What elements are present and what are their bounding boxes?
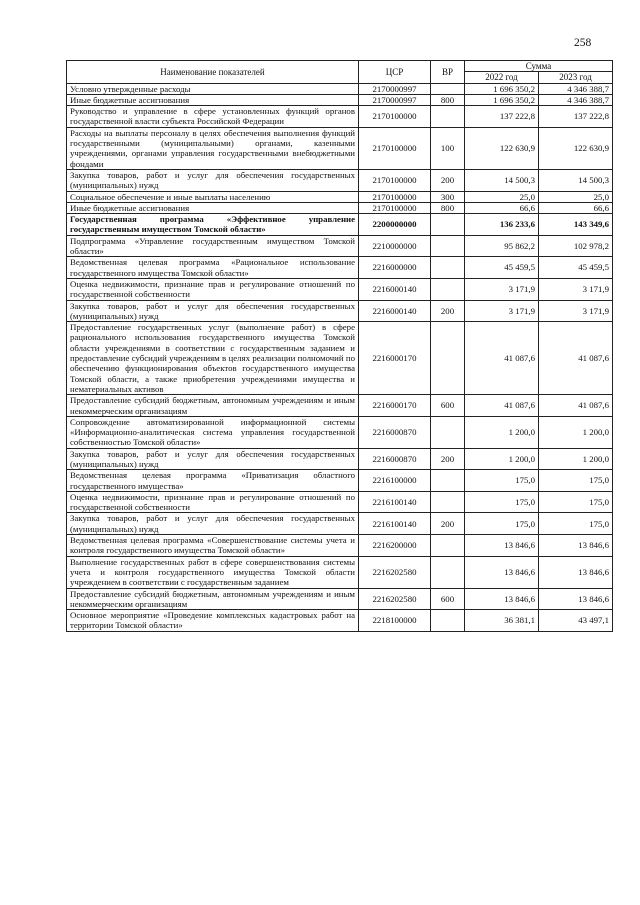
row-vr-cell: [431, 556, 465, 588]
row-csr-cell: 2170100000: [359, 169, 431, 191]
row-vr-cell: [431, 106, 465, 128]
row-sum-2022-cell: 175,0: [465, 513, 539, 535]
row-name-cell: Закупка товаров, работ и услуг для обеспечения государственных (муниципальных) нужд: [67, 300, 359, 322]
row-sum-2023-cell: 122 630,9: [539, 127, 613, 169]
row-vr-cell: 200: [431, 448, 465, 470]
row-name-cell: Иные бюджетные ассигнования: [67, 94, 359, 105]
header-sum: Сумма: [465, 61, 613, 72]
table-row: [67, 416, 613, 448]
row-sum-2022-cell: 1 696 350,2: [465, 94, 539, 105]
row-csr-cell: 2216000140: [359, 300, 431, 322]
row-vr-cell: [431, 214, 465, 236]
row-csr-cell: 2170100000: [359, 191, 431, 202]
row-vr-cell: 200: [431, 300, 465, 322]
row-sum-2023-cell: 3 171,9: [539, 300, 613, 322]
row-sum-2023-cell: 13 846,6: [539, 535, 613, 557]
header-year-2022: 2022 год: [465, 72, 539, 83]
row-sum-2022-cell: 175,0: [465, 491, 539, 513]
row-name-cell: Выполнение государственных работ в сфере совершенствования системы учета и контроля государственного имущества Томской области учреждением в соответствии с государственным заданием: [67, 556, 359, 588]
row-csr-cell: 2216000870: [359, 448, 431, 470]
row-sum-2022-cell: 41 087,6: [465, 395, 539, 417]
row-name-cell: Подпрограмма «Управление государственным имуществом Томской области»: [67, 235, 359, 257]
row-name-cell: Закупка товаров, работ и услуг для обеспечения государственных (муниципальных) нужд: [67, 169, 359, 191]
row-name-cell: Закупка товаров, работ и услуг для обеспечения государственных (муниципальных) нужд: [67, 448, 359, 470]
row-csr-cell: 2170000997: [359, 83, 431, 94]
page-number: 258: [574, 37, 592, 49]
row-csr-cell: 2216202580: [359, 588, 431, 610]
row-sum-2023-cell: 25,0: [539, 191, 613, 202]
row-sum-2023-cell: 66,6: [539, 202, 613, 213]
row-name-cell: Сопровождение автоматизированной информационной системы «Информационно-аналитическая система управления государственной собственностью Томской области»: [67, 416, 359, 448]
table-row: [67, 278, 613, 300]
row-sum-2022-cell: 13 846,6: [465, 556, 539, 588]
row-sum-2023-cell: 41 087,6: [539, 395, 613, 417]
row-vr-cell: 300: [431, 191, 465, 202]
row-sum-2023-cell: 43 497,1: [539, 610, 613, 632]
row-vr-cell: [431, 278, 465, 300]
row-sum-2022-cell: 3 171,9: [465, 278, 539, 300]
row-sum-2022-cell: 66,6: [465, 202, 539, 213]
row-name-cell: Условно утвержденные расходы: [67, 83, 359, 94]
row-sum-2023-cell: 175,0: [539, 513, 613, 535]
table-row: [67, 448, 613, 470]
row-name-cell: Предоставление субсидий бюджетным, автономным учреждениям и иным некоммерческим организациям: [67, 395, 359, 417]
row-csr-cell: 2170100000: [359, 127, 431, 169]
table-row: [67, 94, 613, 105]
row-sum-2023-cell: 14 500,3: [539, 169, 613, 191]
row-vr-cell: [431, 416, 465, 448]
row-name-cell: Предоставление субсидий бюджетным, автономным учреждениям и иным некоммерческим организациям: [67, 588, 359, 610]
row-vr-cell: [431, 610, 465, 632]
table-row: [67, 556, 613, 588]
row-csr-cell: 2170100000: [359, 106, 431, 128]
row-sum-2023-cell: 1 200,0: [539, 448, 613, 470]
row-sum-2023-cell: 4 346 388,7: [539, 94, 613, 105]
row-sum-2023-cell: 3 171,9: [539, 278, 613, 300]
row-csr-cell: 2170000997: [359, 94, 431, 105]
row-name-cell: Расходы на выплаты персоналу в целях обеспечения выполнения функций государственными (муниципальными) органами, казенными учреждениями, органами управления государственными внебюджетными фондами: [67, 127, 359, 169]
row-sum-2022-cell: 36 381,1: [465, 610, 539, 632]
row-sum-2022-cell: 1 696 350,2: [465, 83, 539, 94]
row-vr-cell: 200: [431, 513, 465, 535]
row-csr-cell: 2216000170: [359, 395, 431, 417]
row-csr-cell: 2216100000: [359, 470, 431, 492]
row-name-cell: Основное мероприятие «Проведение комплексных кадастровых работ на территории Томской области»: [67, 610, 359, 632]
row-csr-cell: 2216000170: [359, 322, 431, 395]
row-vr-cell: [431, 257, 465, 279]
row-sum-2023-cell: 102 978,2: [539, 235, 613, 257]
row-sum-2022-cell: 137 222,8: [465, 106, 539, 128]
row-csr-cell: 2216100140: [359, 491, 431, 513]
row-vr-cell: 600: [431, 395, 465, 417]
table-row: [67, 169, 613, 191]
header-vr: ВР: [431, 61, 465, 84]
row-name-cell: Ведомственная целевая программа «Совершенствование системы учета и контроля государственного имущества Томской области»: [67, 535, 359, 557]
table-row: [67, 610, 613, 632]
table-row: [67, 257, 613, 279]
table-row: [67, 395, 613, 417]
row-sum-2023-cell: 45 459,5: [539, 257, 613, 279]
table-row: [67, 322, 613, 395]
row-vr-cell: [431, 470, 465, 492]
table-row: [67, 83, 613, 94]
row-name-cell: Оценка недвижимости, признание прав и регулирование отношений по государственной собственности: [67, 491, 359, 513]
row-csr-cell: 2216000870: [359, 416, 431, 448]
row-csr-cell: 2216100140: [359, 513, 431, 535]
row-vr-cell: [431, 235, 465, 257]
row-sum-2022-cell: 136 233,6: [465, 214, 539, 236]
row-vr-cell: 600: [431, 588, 465, 610]
table-row: [67, 202, 613, 213]
row-sum-2022-cell: 3 171,9: [465, 300, 539, 322]
header-year-2023: 2023 год: [539, 72, 613, 83]
row-vr-cell: 800: [431, 94, 465, 105]
row-csr-cell: 2218100000: [359, 610, 431, 632]
row-vr-cell: [431, 491, 465, 513]
row-name-cell: Социальное обеспечение и иные выплаты населению: [67, 191, 359, 202]
row-sum-2022-cell: 13 846,6: [465, 588, 539, 610]
table-row: [67, 191, 613, 202]
row-vr-cell: [431, 535, 465, 557]
row-sum-2022-cell: 122 630,9: [465, 127, 539, 169]
row-sum-2022-cell: 13 846,6: [465, 535, 539, 557]
row-sum-2023-cell: 13 846,6: [539, 556, 613, 588]
table-row: [67, 588, 613, 610]
table-row: [67, 300, 613, 322]
row-vr-cell: [431, 83, 465, 94]
row-csr-cell: 2216000140: [359, 278, 431, 300]
header-csr: ЦСР: [359, 61, 431, 84]
row-csr-cell: 2210000000: [359, 235, 431, 257]
row-csr-cell: 2200000000: [359, 214, 431, 236]
table-row: [67, 513, 613, 535]
table-row: [67, 470, 613, 492]
table-row: [67, 491, 613, 513]
row-sum-2022-cell: 25,0: [465, 191, 539, 202]
row-sum-2022-cell: 95 862,2: [465, 235, 539, 257]
row-name-cell: Закупка товаров, работ и услуг для обеспечения государственных (муниципальных) нужд: [67, 513, 359, 535]
budget-table: [66, 60, 613, 632]
table-row: [67, 127, 613, 169]
table-row: [67, 106, 613, 128]
row-vr-cell: 100: [431, 127, 465, 169]
row-sum-2022-cell: 14 500,3: [465, 169, 539, 191]
row-csr-cell: 2216200000: [359, 535, 431, 557]
table-row: [67, 535, 613, 557]
table-row: [67, 235, 613, 257]
row-name-cell: Государственная программа «Эффективное управление государственным имуществом Томской области»: [67, 214, 359, 236]
row-name-cell: Предоставление государственных услуг (выполнение работ) в сфере рационального использования государственного имущества Томской области учреждениями в соответствии с государственным заданием и предоставление субсидий учреждениям в целях реализации полномочий по обеспечению функционирования объектов государственного имущества Томской области, а также приобретения учреждениями имущества и нематериальных активов: [67, 322, 359, 395]
row-name-cell: Ведомственная целевая программа «Рациональное использование государственного имущества Томской области»: [67, 257, 359, 279]
row-name-cell: Ведомственная целевая программа «Приватизация областного государственного имущества»: [67, 470, 359, 492]
row-csr-cell: 2216000000: [359, 257, 431, 279]
row-sum-2022-cell: 1 200,0: [465, 448, 539, 470]
row-name-cell: Оценка недвижимости, признание прав и регулирование отношений по государственной собственности: [67, 278, 359, 300]
row-sum-2023-cell: 41 087,6: [539, 322, 613, 395]
row-sum-2022-cell: 41 087,6: [465, 322, 539, 395]
row-vr-cell: 800: [431, 202, 465, 213]
table-body: [67, 83, 613, 631]
row-name-cell: Иные бюджетные ассигнования: [67, 202, 359, 213]
row-sum-2023-cell: 1 200,0: [539, 416, 613, 448]
row-vr-cell: 200: [431, 169, 465, 191]
row-sum-2023-cell: 4 346 388,7: [539, 83, 613, 94]
row-sum-2023-cell: 137 222,8: [539, 106, 613, 128]
row-sum-2022-cell: 45 459,5: [465, 257, 539, 279]
row-csr-cell: 2170100000: [359, 202, 431, 213]
row-sum-2022-cell: 1 200,0: [465, 416, 539, 448]
header-name: Наименование показателей: [67, 61, 359, 84]
row-name-cell: Руководство и управление в сфере установленных функций органов государственной власти субъекта Российской Федерации: [67, 106, 359, 128]
row-sum-2023-cell: 143 349,6: [539, 214, 613, 236]
row-sum-2023-cell: 13 846,6: [539, 588, 613, 610]
table-row: [67, 214, 613, 236]
row-sum-2022-cell: 175,0: [465, 470, 539, 492]
row-sum-2023-cell: 175,0: [539, 470, 613, 492]
row-sum-2023-cell: 175,0: [539, 491, 613, 513]
row-vr-cell: [431, 322, 465, 395]
row-csr-cell: 2216202580: [359, 556, 431, 588]
